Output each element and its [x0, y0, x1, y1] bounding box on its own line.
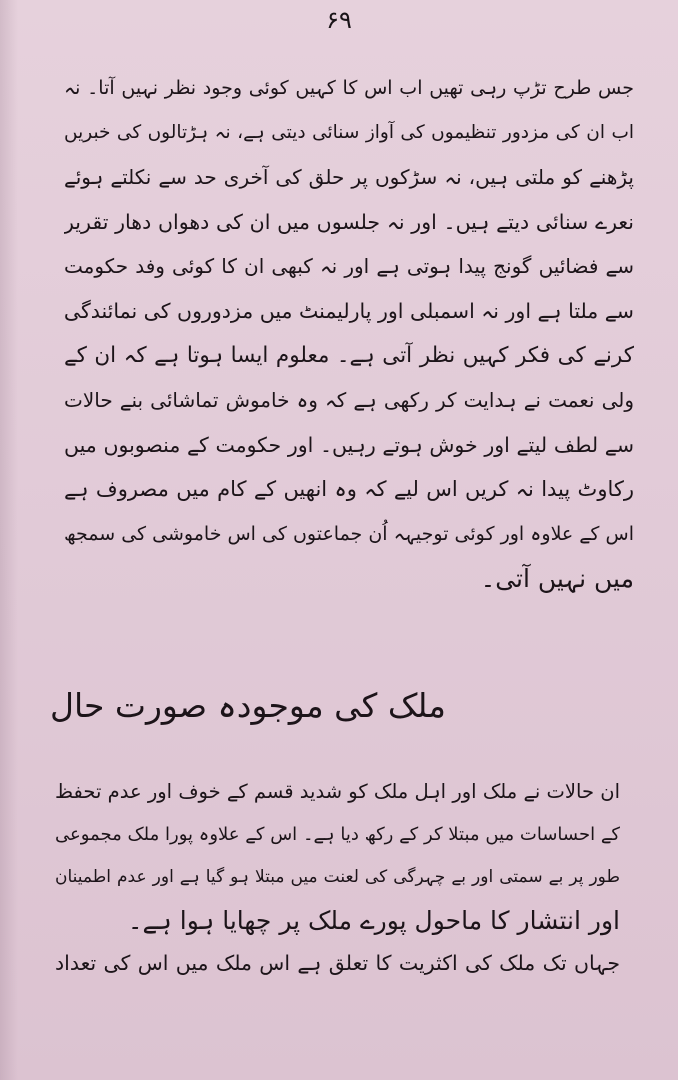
text-line: اور انتشار کا ماحول پورے ملک پر چھایا ہوا ہے۔: [127, 906, 620, 935]
text-line: اس کے علاوہ اور کوئی توجیہہ اُن جماعتوں کی اس خاموشی کی سمجھ: [64, 522, 634, 545]
text-line: سے لطف لیتے اور خوش ہوتے رہیں۔ اور حکومت کے منصوبوں میں: [64, 432, 634, 457]
paragraph-1: [64, 66, 634, 601]
text-line: اب ان کی مزدور تنظیموں کی آواز سنائی دیتی ہے، نہ ہڑتالوں کی خبریں: [64, 121, 634, 143]
text-line: جہاں تک ملک کی اکثریت کا تعلق ہے اس ملک میں اس کی تعداد: [55, 951, 620, 975]
text-line: کے احساسات میں مبتلا کر کے رکھ دیا ہے۔ اس کے علاوہ پورا ملک مجموعی: [55, 824, 620, 845]
section-heading: ملک کی موجودہ صورت حال: [49, 686, 446, 725]
text-line: ولی نعمت نے ہدایت کر رکھی ہے کہ وہ خاموش تماشائی بنے حالات: [64, 388, 634, 413]
text-line: میں نہیں آتی۔: [480, 563, 634, 593]
text-line: نعرے سنائی دیتے ہیں۔ اور نہ جلسوں میں ان کی دھواں دھار تقریر: [64, 209, 634, 234]
text-line: سے ملتا ہے اور نہ اسمبلی اور پارلیمنٹ میں مزدوروں کی نمائندگی: [64, 298, 634, 323]
text-line: رکاوٹ پیدا نہ کریں اس لیے کہ وہ انھیں کے کام میں مصروف ہے: [64, 477, 634, 502]
text-line: طور پر بے سمتی اور بے چہرگی کی لعنت میں مبتلا ہو گیا ہے اور عدم اطمینان: [55, 867, 620, 887]
text-line: جس طرح تڑپ رہی تھیں اب اس کا کہیں کوئی وجود نظر نہیں آتا۔ نہ: [64, 77, 634, 99]
text-line: ان حالات نے ملک اور اہل ملک کو شدید قسم کے خوف اور عدم تحفظ: [55, 780, 620, 803]
text-line: کرنے کی فکر کہیں نظر آتی ہے۔ معلوم ایسا ہوتا ہے کہ ان کے: [64, 342, 634, 368]
paragraph-2: [55, 770, 620, 985]
page-number: ۶۹: [326, 6, 352, 34]
page-gutter-shadow: [0, 0, 18, 1080]
text-line: سے فضائیں گونج پیدا ہوتی ہے اور نہ کبھی ان کا کوئی وفد حکومت: [64, 254, 634, 279]
text-line: پڑھنے کو ملتی ہیں، نہ سڑکوں پر حلق کی آخری حد سے نکلتے ہوئے: [64, 165, 634, 190]
